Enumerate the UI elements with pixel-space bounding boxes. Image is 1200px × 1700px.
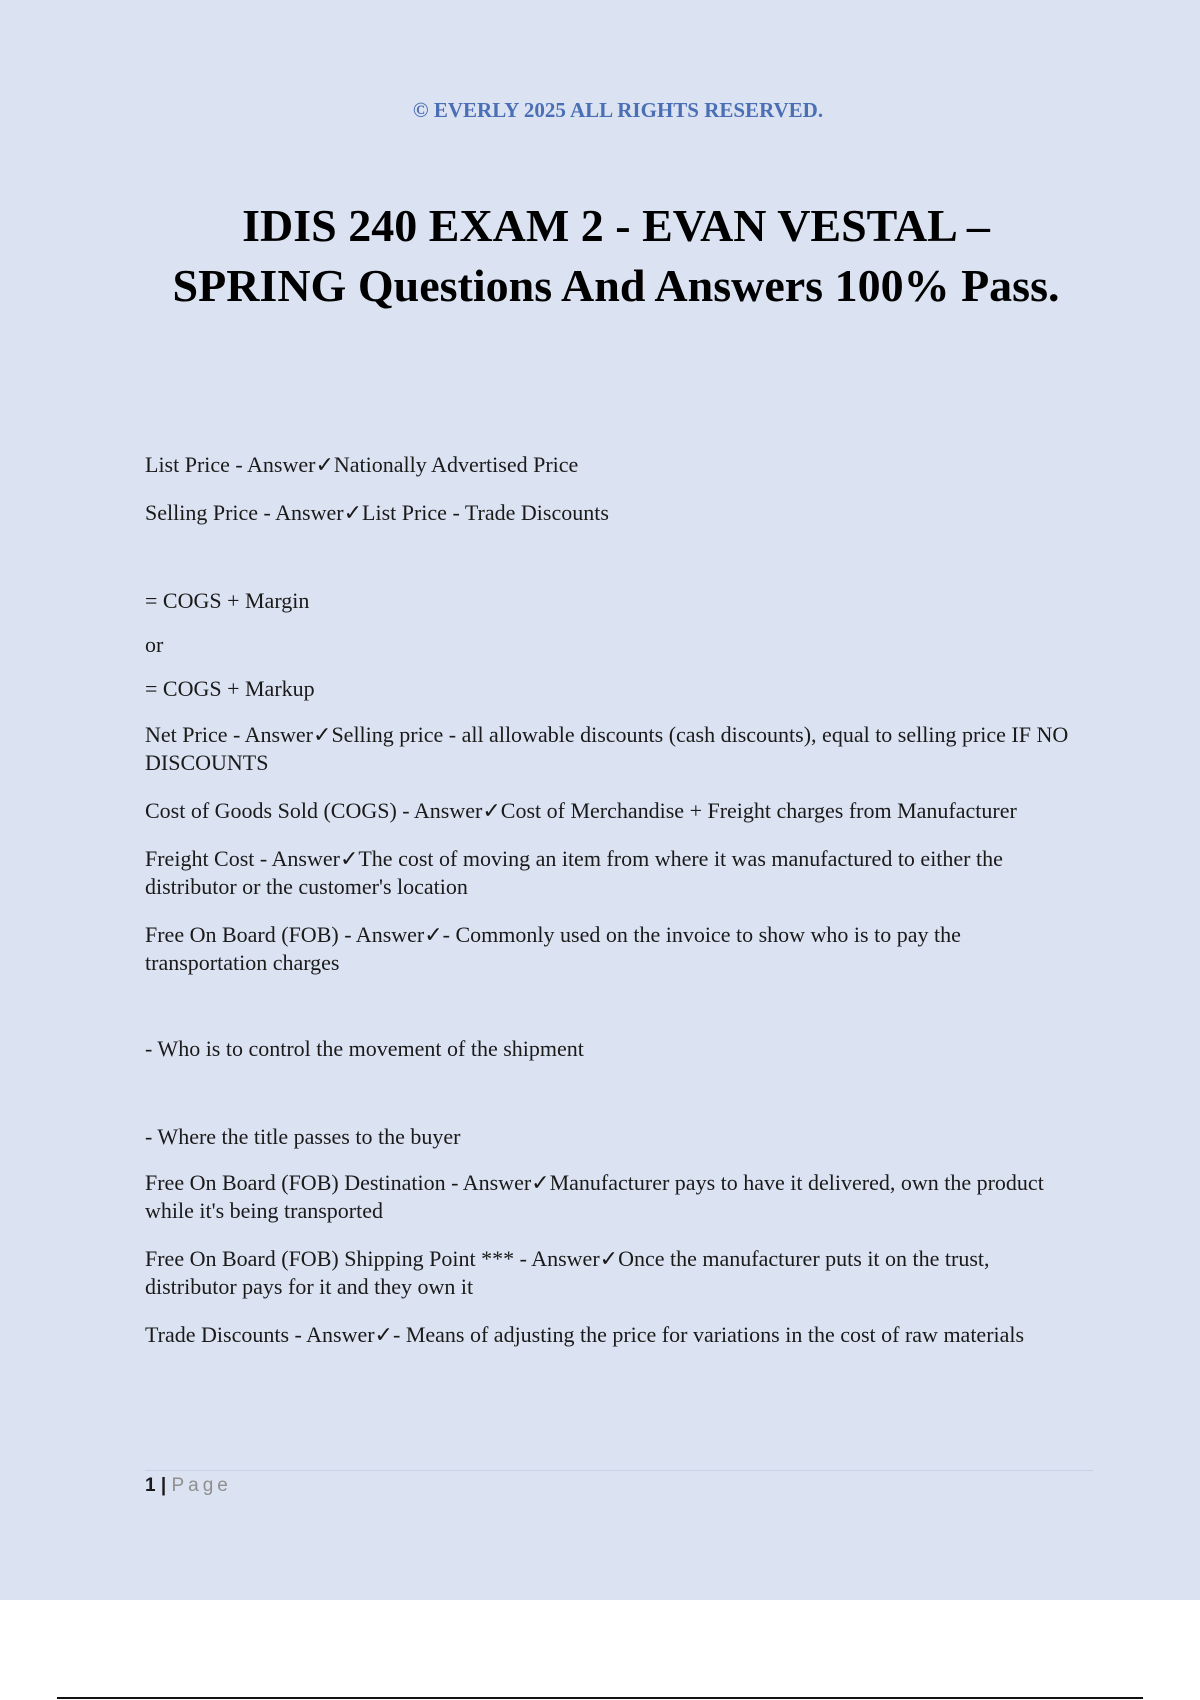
entry-fob-destination: Free On Board (FOB) Destination - Answer✓Manufacturer pays to have it delivered, own the product while it's being transported <box>145 1170 1044 1223</box>
entry-net-price: Net Price - Answer✓Selling price - all allowable discounts (cash discounts), equal to selling price IF NO DISCOUNTS <box>145 722 1069 775</box>
copyright-watermark: © EVERLY 2025 ALL RIGHTS RESERVED. <box>412 98 824 122</box>
entry-selling-price: Selling Price - Answer✓List Price - Trade Discounts <box>145 500 609 525</box>
entry-fob-title: - Where the title passes to the buyer <box>145 1124 461 1149</box>
page-separator: | <box>160 1475 167 1496</box>
page-footer <box>145 1474 232 1498</box>
entry-or: or <box>145 632 164 657</box>
entry-fob-control: - Who is to control the movement of the shipment <box>145 1036 584 1061</box>
page-number: 1 <box>145 1475 156 1496</box>
entry-list-price: List Price - Answer✓Nationally Advertised Price <box>145 452 579 477</box>
entry-cogs: Cost of Goods Sold (COGS) - Answer✓Cost of Merchandise + Freight charges from Manufacturer <box>145 798 1017 823</box>
page-label: Page <box>171 1475 232 1496</box>
qa-content <box>145 451 1085 1349</box>
title-line-1: IDIS 240 EXAM 2 - EVAN VESTAL – <box>242 200 990 251</box>
entry-fob: Free On Board (FOB) - Answer✓- Commonly used on the invoice to show who is to pay the transportation charges <box>145 922 961 975</box>
entry-freight-cost: Freight Cost - Answer✓The cost of moving an item from where it was manufactured to either the distributor or the customer's location <box>145 846 1003 899</box>
entry-cogs-markup: = COGS + Markup <box>145 676 315 701</box>
bottom-divider <box>57 1697 1143 1699</box>
page-title <box>110 196 1122 316</box>
entry-trade-discounts: Trade Discounts - Answer✓- Means of adjusting the price for variations in the cost of raw materials <box>145 1322 1025 1347</box>
entry-fob-shipping-point: Free On Board (FOB) Shipping Point *** - Answer✓Once the manufacturer puts it on the trust, distributor pays for it and they own it <box>145 1246 990 1299</box>
title-line-2: SPRING Questions And Answers 100% Pass. <box>172 260 1060 311</box>
entry-cogs-margin: = COGS + Margin <box>145 588 310 613</box>
footer-divider <box>145 1470 1093 1471</box>
